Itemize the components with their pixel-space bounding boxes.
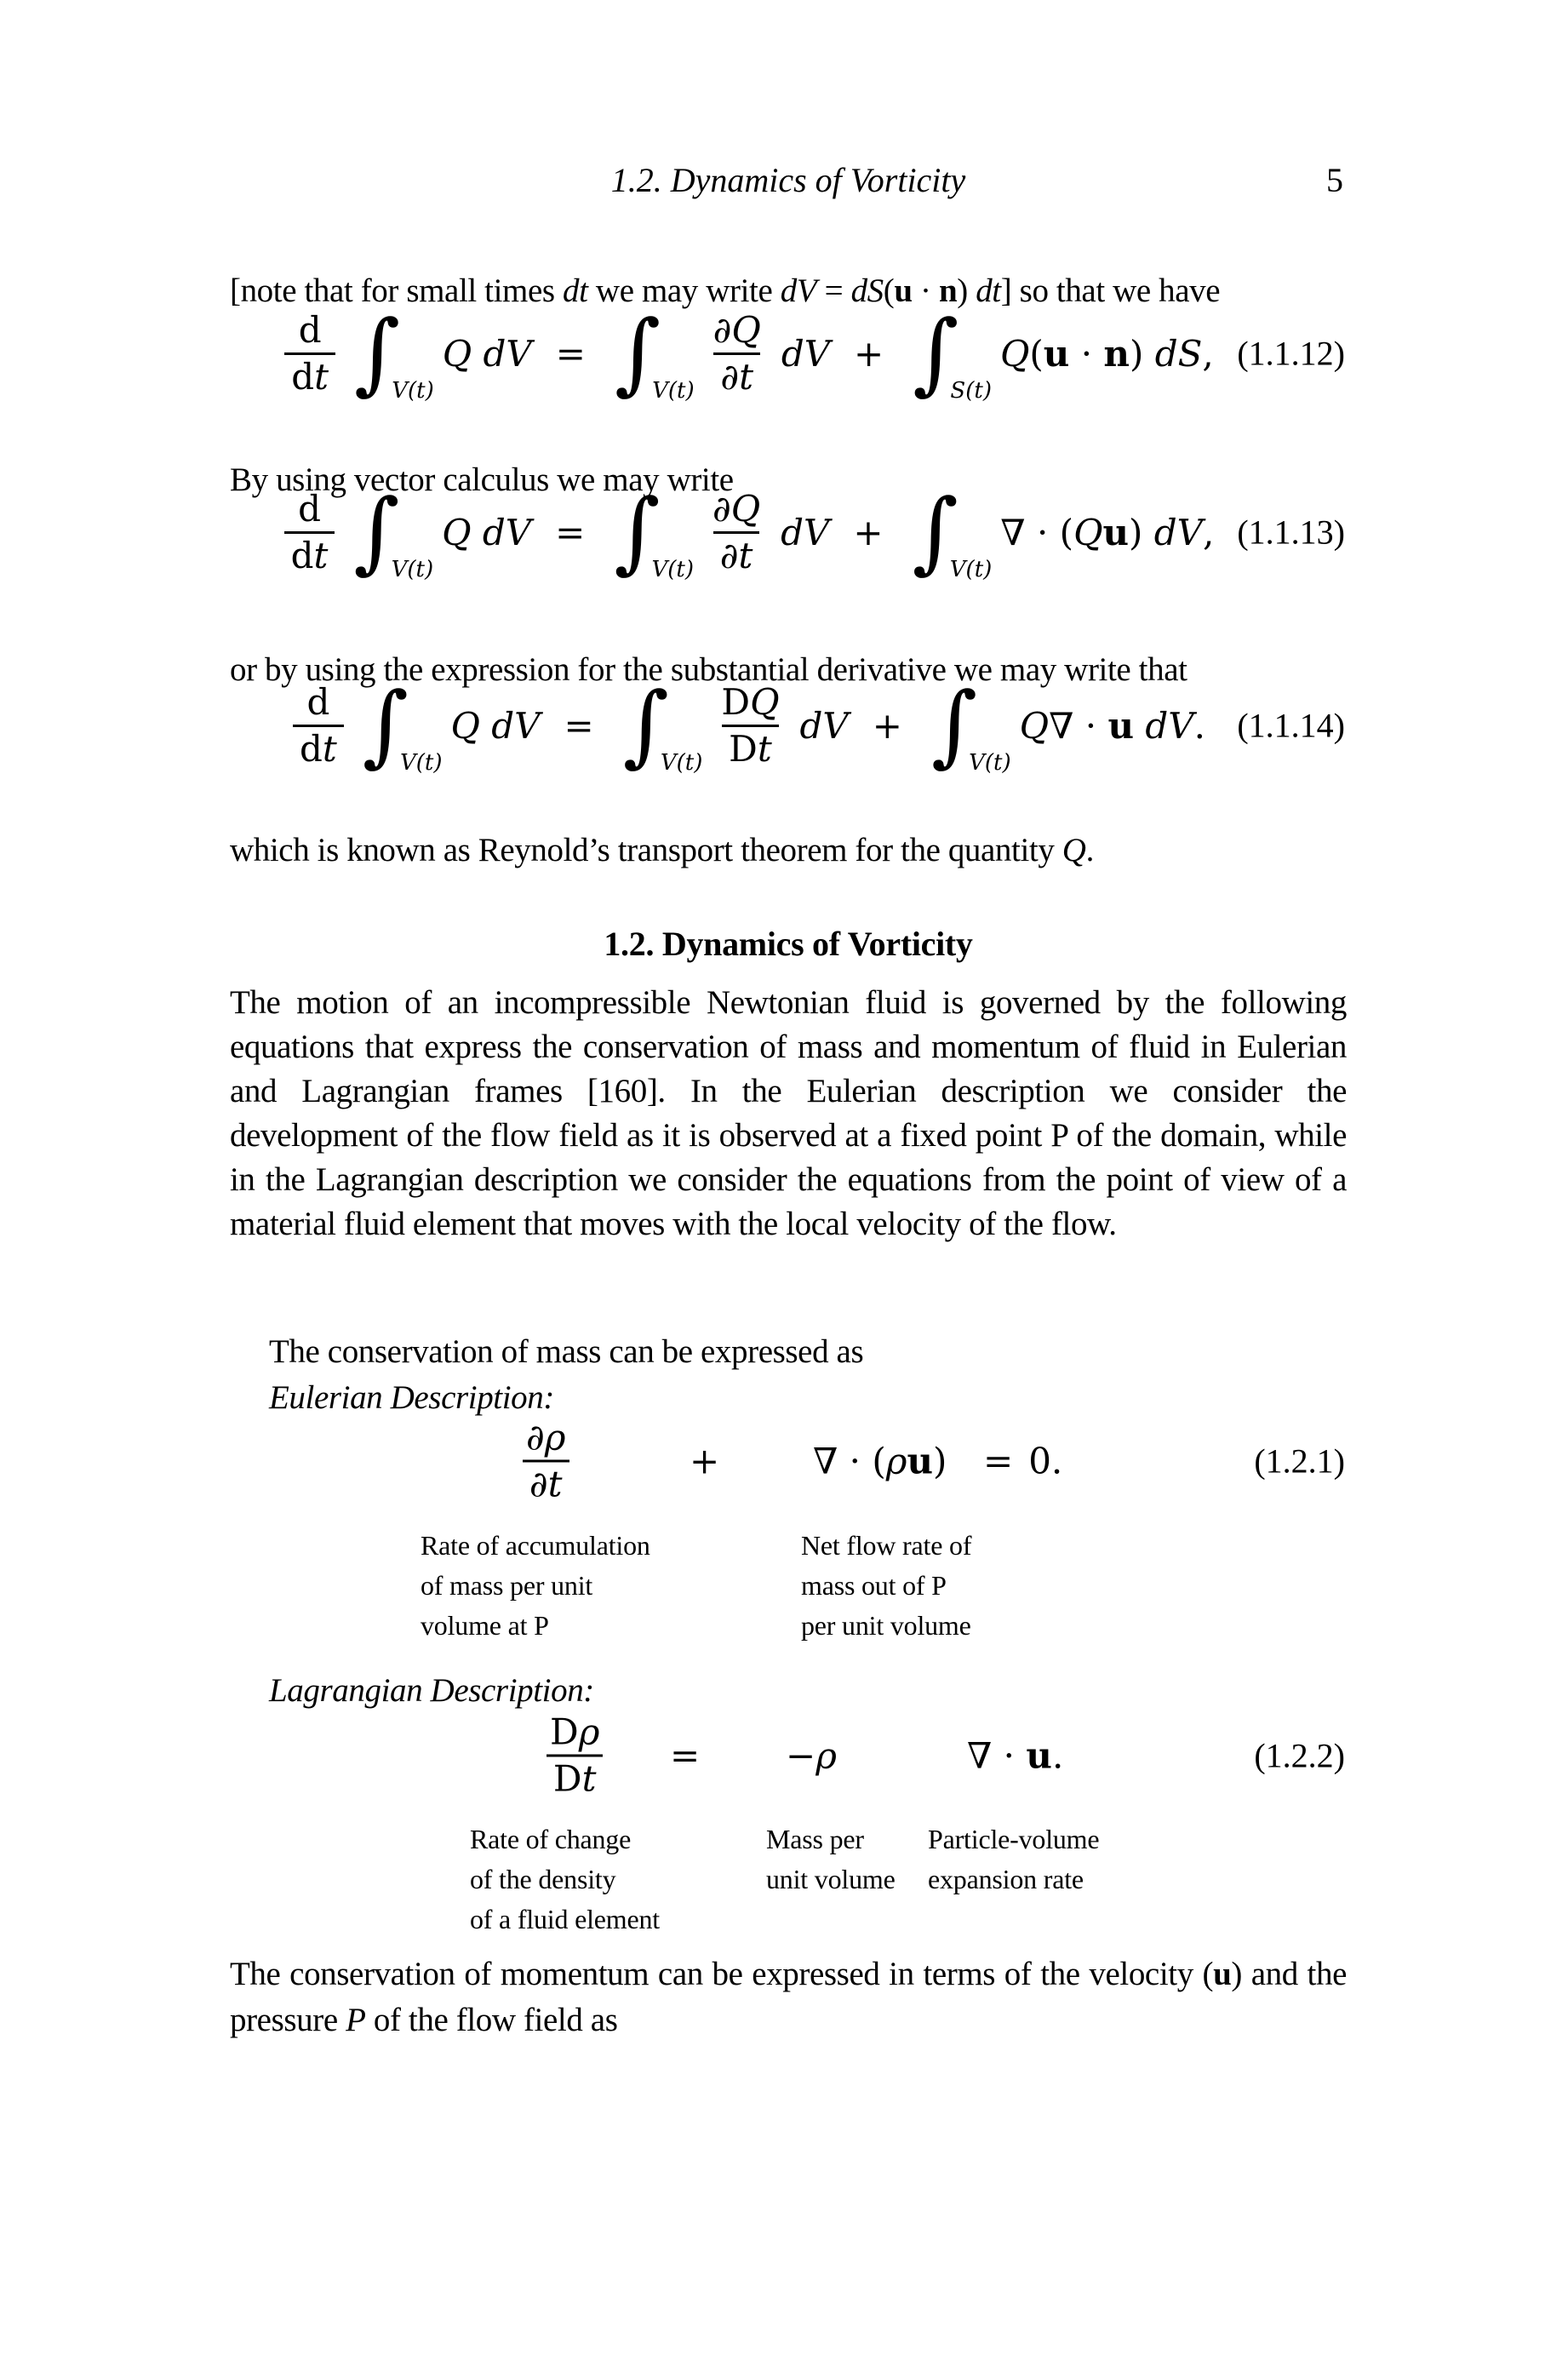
integral-vt-2: ∫ V(t) [614, 479, 695, 584]
annotated-equation-1-2-2 [230, 1699, 1347, 1954]
fraction-dQ-dt: $\frac{\partial Q}{\partial t}$ [712, 308, 761, 398]
integral-icon: ∫ [614, 479, 661, 584]
reynolds-theorem-line: which is known as Reynold’s transport theorem for the quantity Q. [230, 832, 1094, 868]
vector-u: u [1043, 332, 1070, 375]
integral-vt-2: ∫ V(t) [614, 301, 695, 405]
integral-icon: ∫ [362, 673, 409, 777]
vector-u: u [1102, 511, 1130, 553]
nabla-divergence: ∇ · ( [813, 1440, 886, 1482]
plus-sign: + [853, 511, 884, 553]
body-paragraph: The motion of an incompressible Newtonian fluid is governed by the following equations that express the conservation of mass and momentum of fluid in Eulerian and Lagrangian frames [160]. In the Eulerian description we consider the development of the flow field as it is observed at a fixed point P of the domain, while in the Lagrangian description we consider the equations from the point of view of a material fluid element that moves with the local velocity of the flow. [230, 984, 1347, 1242]
equation-number-122: (1.2.2) [1254, 1736, 1345, 1775]
intro-text: [note that for small times [230, 272, 564, 309]
equation-number-1112: (1.1.12) [1237, 334, 1345, 373]
equals-sign: = [564, 704, 594, 747]
equals-sign: = [670, 1734, 701, 1777]
integral-vt-3: ∫ V(t) [930, 673, 1011, 777]
fraction-d-dt: $\frac{d}{dt}$ [284, 308, 335, 399]
vector-u: u [894, 272, 913, 309]
integrand-QdV: Q dV [450, 704, 541, 747]
vector-calculus-line: By using vector calculus we may write [230, 461, 734, 498]
math-P: P [346, 2002, 366, 2038]
equals-zero-term: = 0. [983, 1440, 1063, 1482]
integral-icon: ∫ [912, 479, 959, 584]
label-particle-volume-expansion: Particle-volume expansion rate [928, 1824, 1100, 1894]
integrand-div-Qu-dV: ∇ · (Qu) dV, [1000, 511, 1215, 553]
fraction-dQ-dt: $\frac{\partial Q}{\partial t}$ [712, 487, 761, 576]
equation-body: $\frac{d}{dt}$ ∫ V(t) Q dV = ∫ V(t) $\frac{\partial Q}{\partial t}$ dV + ∫ S(t) Q(u · n) dS, [276, 308, 1218, 399]
page-number: 5 [1326, 161, 1343, 199]
vector-n: n [1103, 332, 1130, 375]
integral-vt-1: ∫ V(t) [353, 479, 434, 584]
integrand-Q-div-u-dV: Q∇ · u dV. [1019, 704, 1205, 747]
fraction-d-dt: $\frac{d}{dt}$ [284, 487, 335, 578]
running-head-title: 1.2. Dynamics of Vorticity [610, 161, 966, 199]
section-heading: 1.2. Dynamics of Vorticity [604, 925, 973, 963]
math-Q: Q [1062, 832, 1086, 868]
mass-conservation-line: The conservation of mass can be expressed as [269, 1333, 864, 1370]
math-dt: dt [563, 272, 588, 309]
nabla-divergence: ∇ · [1049, 704, 1108, 747]
integrand-QdV: Q dV [442, 332, 532, 375]
substantial-derivative-line: or by using the expression for the substantial derivative we may write that [230, 651, 1187, 688]
equals-sign: = [983, 1440, 1014, 1482]
equation-body: $\frac{d}{dt}$ ∫ V(t) Q dV = ∫ V(t) $\frac{DQ}{Dt}$ dV + ∫ V(t) Q∇ · u dV. [284, 680, 1210, 771]
integrand-QdV: Q dV [442, 511, 532, 553]
divergence-rho-u-term: ∇ · (ρu) [813, 1440, 947, 1482]
closing-paragraph: The conservation of momentum can be expressed in terms of the velocity (u) and the pressure P of the flow field as [230, 1956, 1348, 2038]
annotated-equation-1-2-1 [230, 1405, 1347, 1641]
intro-line: [note that for small times dt we may write dV = dS(u · n) dt] so that we have [230, 272, 1221, 309]
plus-sign: + [854, 332, 884, 375]
integral-vt-1: ∫ V(t) [354, 301, 434, 405]
display-equation-1-1-13 [230, 456, 1347, 609]
integral-icon: ∫ [913, 301, 959, 405]
integral-icon: ∫ [622, 673, 669, 777]
vector-u: u [1107, 704, 1135, 747]
minus-rho-term: −ρ [786, 1734, 837, 1777]
integrand-Qun-dS: Q(u · n) dS, [999, 332, 1214, 375]
integral-vt-1: ∫ V(t) [362, 673, 443, 777]
integral-icon: ∫ [614, 301, 661, 405]
equation-body: $\frac{d}{dt}$ ∫ V(t) Q dV = ∫ V(t) $\frac{\partial Q}{\partial t}$ dV + ∫ V(t) ∇ · (Qu) dV, [276, 487, 1220, 578]
label-mass-per-unit-volume: Mass per unit volume [766, 1824, 896, 1894]
vector-u: u [1026, 1734, 1052, 1777]
plus-sign: + [690, 1440, 720, 1482]
equation-number-1113: (1.1.13) [1237, 513, 1345, 552]
display-equation-1-1-12 [230, 277, 1347, 430]
equation-number-1114: (1.1.14) [1237, 706, 1345, 745]
label-rate-of-accumulation: Rate of accumulation of mass per unit volume at P [421, 1530, 650, 1641]
fraction-DQ-Dt: $\frac{DQ}{Dt}$ [721, 680, 780, 770]
minus-sign: − [786, 1734, 816, 1777]
fraction-drho-dt: $\frac{\partial\rho}{\partial t}$ [519, 1416, 572, 1507]
vector-n: n [938, 272, 958, 309]
display-equation-1-1-14 [230, 649, 1347, 802]
lagrangian-description-label: Lagrangian Description: [269, 1672, 594, 1709]
nabla-divergence: ∇ · ( [1000, 511, 1074, 553]
integral-vt-2: ∫ V(t) [622, 673, 703, 777]
equals-sign: = [555, 511, 586, 553]
fraction-Drho-Dt: $\frac{D\rho}{Dt}$ [543, 1710, 606, 1802]
equals-sign: = [555, 332, 586, 375]
equation-number-121: (1.2.1) [1254, 1441, 1345, 1481]
fraction-d-dt: $\frac{d}{dt}$ [293, 680, 344, 771]
integral-icon: ∫ [353, 479, 400, 584]
math-dV: dV [780, 272, 817, 309]
nabla-divergence: ∇ · [967, 1734, 1027, 1777]
math-dS: dS [850, 272, 884, 309]
vector-u: u [907, 1440, 934, 1482]
label-net-flow-rate: Net flow rate of mass out of P per unit volume [801, 1530, 972, 1641]
text-column [230, 0, 1347, 2355]
plus-sign: + [872, 704, 902, 747]
integral-icon: ∫ [930, 673, 978, 777]
integral-icon: ∫ [354, 301, 401, 405]
running-head [230, 160, 1347, 200]
integral-vt-3: ∫ V(t) [912, 479, 993, 584]
vector-u: u [1213, 1956, 1232, 1992]
label-rate-of-change: Rate of change of the density of a fluid element [470, 1824, 660, 1934]
integral-st: ∫ S(t) [913, 301, 992, 405]
divergence-u-term: ∇ · u. [967, 1734, 1064, 1777]
eulerian-description-label: Eulerian Description: [269, 1379, 554, 1416]
